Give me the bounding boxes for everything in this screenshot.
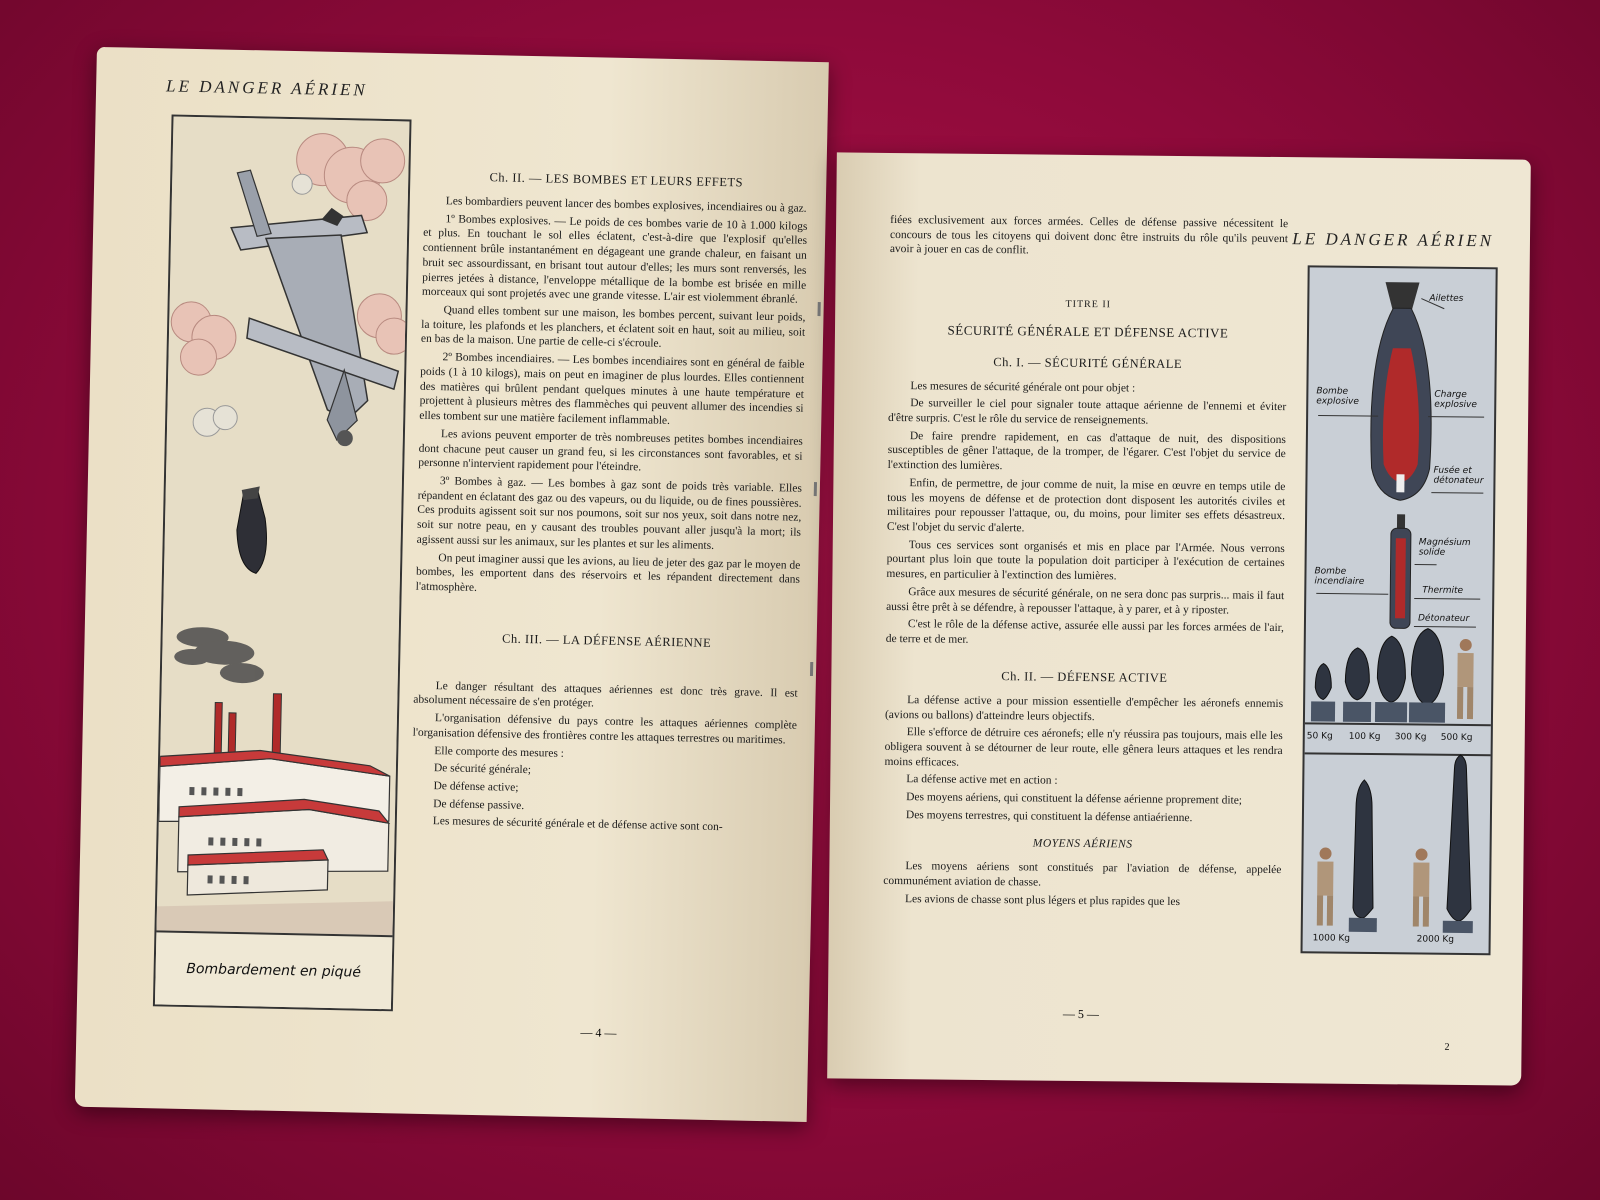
running-head-left: LE DANGER AÉRIEN [165,76,368,100]
paragraph: Les mesures de sécurité générale et de défense active sont con- [432,815,723,834]
list-item: De défense passive. [433,797,525,812]
paragraph: Les avions de chasse sont plus légers et plus rapides que les [904,892,1181,908]
weight-label: 100 Kg [1348,731,1381,743]
list-item: De sécurité générale; [433,762,532,777]
label-magnesium: Magnésium solide [1418,537,1471,558]
label-ailettes: Ailettes [1429,293,1464,304]
dive-bomber-picture [156,117,409,936]
paragraph: 3º Bombes à gaz. — Les bombes à gaz sont de poids très variable. Elles répandent en éclatant des gaz ou des vapeurs, ou du liquide, ou de fines poussières. Ces produits agissent soit sur nos poumons, soit sur nos yeux, soit dans notre nez, soit sur notre peau, en y causant des troubles pouvant aller jusqu'à la mort; ils agissent aussi sur les animaux, sur les plantes et sur les aliments. [416,475,803,552]
label-detonateur: Détonateur [1417,613,1470,625]
paragraph: Les moyens aériens sont constitués par l'aviation de défense, appelée communément aviation de chasse. [883,860,1282,889]
paragraph: On peut imaginer aussi que les avions, au lieu de jeter des gaz par le moyen de bombes, les emportent dans des réservoirs et les répandent directement dans l'atmosphère. [415,551,801,594]
staple [817,302,820,316]
paragraph: La défense active a pour mission essentielle d'empêcher les aéronefs ennemis (avions ou ballons) d'atteindre leurs objectifs. [884,693,1284,723]
running-head-right: LE DANGER AÉRIEN [1292,229,1495,251]
chapter-2-title: Ch. II. — DÉFENSE ACTIVE [1001,668,1168,685]
label-thermite: Thermite [1422,585,1464,596]
page-number-left: — 4 — [580,1025,617,1040]
booklet [88,46,1528,1136]
dive-bombing-illustration [153,114,412,1011]
paragraph: fiées exclusivement aux forces armées. Celles de défense passive nécessitent le concours de tous les citoyens qui doivent donc être instruits du rôle qu'ils peuvent avoir à jouer en cas de conflit. [889,213,1289,257]
paragraph: Elle s'efforce de détruire ces aéronefs; elle n'y réussira pas toujours, mais elle les obligera souvent à se détourner de leur route, elle gênera leurs attaques et les rendra moins efficaces. [884,726,1283,769]
left-text-column [411,154,809,840]
paragraph: Quand elles tombent sur une maison, les bombes percent, suivant leur poids, la toiture, les plafonds et les planchers, et éclatent soit en haut, soit au milieu, soit en bas de la maison. Une partie de celle-ci s'écroule. [420,304,806,351]
soldier-figure [1317,847,1334,925]
paragraph: L'organisation défensive du pays contre les attaques aériennes complète l'organisation défensive des frontières contre les attaques terrestres ou maritimes. [412,712,798,747]
weight-label: 1000 Kg [1312,933,1351,944]
paragraph: Enfin, de permettre, de jour comme de nuit, la mise en œuvre en temps utile de tous les moyens de défense et de protection dont disposent les autorités civiles et militaires pour repousser l'attaque, ou, du moins, pour limiter ses effets désastreux. C'est l'objet du servic d'alerte. [886,477,1286,535]
paragraph: Des moyens aériens, qui constituent la défense aérienne proprement dite; [906,791,1243,807]
paragraph: C'est le rôle de la défense active, assurée elle aussi par les forces armées de l'air, de terre et de mer. [885,618,1284,646]
label-fusee: Fusée et détonateur [1433,465,1484,487]
label-bombe-explosive: Bombe explosive [1316,386,1359,407]
illustration-caption: Bombardement en piqué [155,930,392,1009]
weight-label: 500 Kg [1440,732,1473,744]
paragraph: Des moyens terrestres, qui constituent la défense antiaérienne. [905,808,1193,824]
soldier-figure [1457,639,1474,719]
list-item: De défense active; [433,780,519,794]
paragraph: 2º Bombes incendiaires. — Les bombes incendiaires sont en général de faible poids (1 à 10 kilogs), mais on peut en imaginer de plus lourdes. Elles contiennent des matières qui brûlent pendant quelques minutes à une haute température et projettent à plusieurs mètres des flammèches qui peuvent allumer des incendies si elles tombent sur une matière facilement inflammable. [419,351,805,428]
chapter-2-title: Ch. II. — LES BOMBES ET LEURS EFFETS [489,170,744,190]
moyens-aeriens-subhead: MOYENS AÉRIENS [1032,837,1133,851]
paragraph: 1º Bombes explosives. — Le poids de ces bombes varie de 10 à 1.000 kilogs et plus. En touchant le sol elles éclatent, c'est-à-dire que l'explosif qu'elles contiennent brûle instantanément en dégageant une grande chaleur, en faisant un bruit sec assourdissant, en brisant tout autour d'elles; les murs sont renversés, les pierres jetées à distance, l'enveloppe métallique de la bombe est brisée en mille morceaux qui sont projetés avec une grande vitesse. L'air est violemment ébranlé. [421,212,808,306]
weight-label: 300 Kg [1394,732,1427,743]
paragraph: Les bombardiers peuvent lancer des bombes explosives, incendiaires ou à gaz. [445,195,807,215]
chapter-3-title: Ch. III. — LA DÉFENSE AÉRIENNE [501,631,712,650]
chapter-1-title: Ch. I. — SÉCURITÉ GÉNÉRALE [993,354,1183,371]
left-page [75,47,829,1122]
staple [814,482,817,496]
paragraph: De faire prendre rapidement, en cas d'attaque de nuit, des dispositions susceptibles de gêner l'attaque, de la tromper, de l'égarer. C'est l'objet du service de l'extinction des lumières. [887,429,1286,473]
bomb-diagram-picture [1303,267,1496,953]
paragraph: La défense active met en action : [906,773,1058,788]
label-charge-explosive: Charge explosive [1434,389,1477,410]
right-page [827,152,1531,1085]
paragraph: Grâce aux mesures de sécurité générale, on ne sera donc pas surpris... mais il faut aussi être prêt à se défendre, à repousser l'attaque, à y parer, et à y riposter. [886,586,1285,617]
section-title: SÉCURITÉ GÉNÉRALE ET DÉFENSE ACTIVE [947,322,1229,341]
titre-heading: TITRE II [1065,298,1112,311]
paragraph: De surveiller le ciel pour signaler toute attaque aérienne de l'ennemi et éviter d'être surpris. C'est le rôle du service de renseignements. [888,397,1287,427]
paragraph: Les mesures de sécurité générale ont pour objet : [910,379,1136,395]
right-text-column [883,213,1288,914]
label-bombe-incendiaire: Bombe incendiaire [1314,566,1365,587]
signature-mark: 2 [1444,1041,1450,1053]
page-number-right: — 5 — [1062,1006,1099,1022]
paragraph: Tous ces services sont organisés et mis en place par l'Armée. Nous verrons pourtant plus loin que toute la population doit participer à l'exécution de certaines mesures, en particulier à l'extinction des lumières. [886,538,1285,583]
weight-label: 2000 Kg [1416,934,1455,945]
paragraph: Les avions peuvent emporter de très nombreuses petites bombes incendiaires dont chacune peut causer un grand feu, si les circonstances sont favorables, et si personne n'intervient rapidement pour l'éteindre. [418,427,803,474]
bomb-diagram [1301,265,1498,955]
staple [810,662,813,676]
paragraph: Elle comporte des mesures : [434,744,565,760]
weight-label: 50 Kg [1306,731,1333,742]
soldier-figure [1413,848,1430,926]
paragraph: Le danger résultant des attaques aériennes est donc très grave. Il est absolument nécessaire de s'en protéger. [413,679,798,710]
